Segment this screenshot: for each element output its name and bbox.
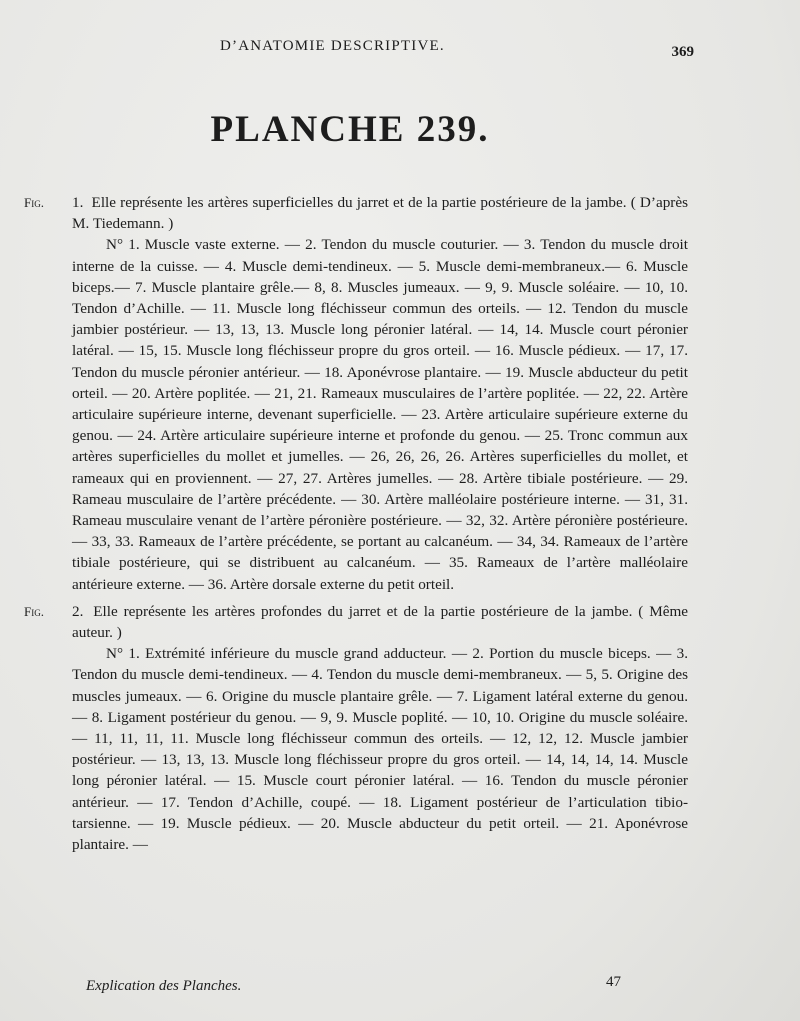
- figure-2-description-text: Elle représente les artères profondes du jarret et de la partie postérieure de la jambe. ( Même auteur. ): [72, 602, 688, 642]
- body-text: [24, 192, 688, 855]
- figure-2: [24, 601, 688, 855]
- figure-1-description: [24, 192, 688, 234]
- figure-1: [24, 192, 688, 595]
- figure-2-label: Fig.: [24, 603, 44, 619]
- signature-mark: 47: [606, 974, 621, 990]
- figure-2-description: [24, 601, 688, 643]
- running-title: D’ANATOMIE DESCRIPTIVE.: [220, 38, 445, 54]
- figure-2-legend: N° 1. Extrémité inférieure du muscle grand adducteur. — 2. Portion du muscle biceps. — 3. Tendon du muscle demi-tendineux. — 4. Tendon du muscle demi-membraneux. — 5, 5. Origine des muscles jumeaux. — 6. Origine du muscle plantaire grêle. — 7. Ligament latéral externe du genou. — 8. Ligament postérieur du genou. — 9, 9. Muscle poplité. — 10, 10. Origine du muscle soléaire. — 11, 11, 11, 11. Muscle long fléchisseur commun des orteils. — 12, 12, 12. Muscle jambier postérieur. — 13, 13, 13. Muscle long fléchisseur propre du gros orteil. — 14, 14, 14, 14. Muscle long péronier latéral. — 15. Muscle court péronier latéral. — 16. Tendon du muscle péronier antérieur. — 17. Tendon d’Achille, coupé. — 18. Ligament postérieur de l’articulation tibio-tarsienne. — 19. Muscle pédieux. — 20. Muscle abducteur du petit orteil. — 21. Aponévrose plantaire. —: [72, 645, 688, 854]
- page-number: 369: [671, 44, 694, 60]
- figure-1-number: 1.: [72, 194, 84, 211]
- figure-1-description-text: Elle représente les artères superficielles du jarret et de la partie postérieure de la jambe. ( D’après M. Tiedemann. ): [72, 194, 688, 233]
- figure-1-legend: N° 1. Muscle vaste externe. — 2. Tendon du muscle couturier. — 3. Tendon du muscle droit interne de la cuisse. — 4. Muscle demi-tendineux. — 5. Muscle demi-membraneux.— 6. Muscle biceps.— 7. Muscle plantaire grêle.— 8, 8. Muscles jumeaux. — 9, 9. Muscle soléaire. — 10, 10. Tendon d’Achille. — 11. Muscle long fléchisseur commun des orteils. — 12. Tendon du muscle jambier postérieur. — 13, 13, 13. Muscle long péronier latéral. — 14, 14. Muscle court péronier latéral. — 15, 15. Muscle long fléchisseur propre du gros orteil. — 16. Muscle pédieux. — 17, 17. Tendon du muscle péronier antérieur. — 18. Aponévrose plantaire. — 19. Muscle abducteur du petit orteil. — 20. Artère poplitée. — 21, 21. Rameaux musculaires de l’artère poplitée. — 22, 22. Artère articulaire supérieure interne, devenant superficielle. — 23. Artère articulaire supérieure externe du genou. — 24. Artère articulaire supérieure interne et profonde du genou. — 25. Tronc commun aux artères superficielles du mollet et jumelles. — 26, 26, 26, 26. Artères superficielles du mollet, et rameaux qui en proviennent. — 27, 27. Artères jumelles. — 28. Artère tibiale postérieure. — 29. Rameau musculaire de l’artère précédente. — 30. Artère malléolaire postérieure interne. — 31, 31. Rameau musculaire venant de l’artère péronière postérieure. — 32, 32. Artère péronière postérieure. — 33, 33. Rameaux de l’artère précédente, se portant au calcanéum. — 34, 34. Rameaux de l’artère tibiale postérieure, qui se distribuent au calcanéum. — 35. Rameaux de l’artère malléolaire antérieure externe. — 36. Artère dorsale externe du petit orteil.: [72, 236, 688, 593]
- figure-2-number: 2.: [72, 602, 84, 620]
- figure-1-label: Fig.: [24, 195, 44, 210]
- plate-title: PLANCHE 239.: [210, 109, 490, 150]
- footer-caption: Explication des Planches.: [86, 978, 242, 994]
